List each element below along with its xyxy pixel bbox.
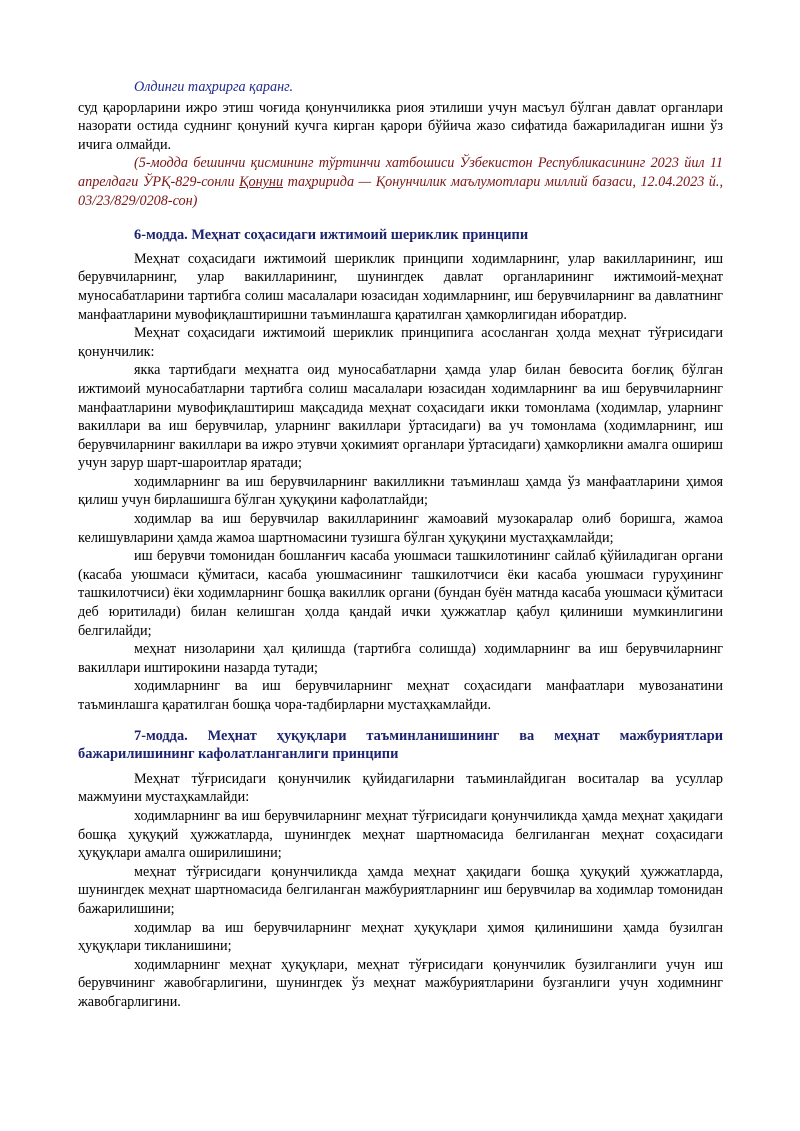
article-7-paragraph: Меҳнат тўғрисидаги қонунчилик қуйидагиларни таъминлайдиган воситалар ва усуллар мажмуини мустаҳкамлайди: [78,770,723,806]
article-6-list-item: якка тартибдаги меҳнатга оид муносабатларни ҳамда улар билан бевосита боғлиқ бўлган ижтимоий муносабатларни тартибга солиш масалалари юзасидан ходимларнинг ва иш берувчиларнинг манфаатларини мувофиқлаштириш мақсадида меҳнат соҳасидаги икки томонлама (ходимлар, уларнинг вакиллари ва иш берувчилар, уларнинг вакиллари ўртасидаги) ва уч томонлама (ходимларнинг, иш берувчиларнинг вакиллари ва ижро этувчи ҳокимият органлари ўртасидаги) ҳамкорликни амалга ошириш учун зарур шарт-шароитлар яратади; [78,362,723,472]
article-7-heading: 7-модда. Меҳнат ҳуқуқлари таъминланишининг ва меҳнат мажбуриятлари бажарилишининг кафолатланганлиги принципи [78,727,723,763]
article-6-list-item: ходимларнинг ва иш берувчиларнинг вакилликни таъминлаш ҳамда ўз манфаатларини ҳимоя қилиш учун бирлашишга бўлган ҳуқуқини кафолатлайди; [78,473,723,509]
edition-note [78,154,723,210]
law-link[interactable]: Қонуни [239,173,284,190]
article-7-list-item: ходимларнинг меҳнат ҳуқуқлари, меҳнат тўғрисидаги қонунчилик бузилганлиги учун иш берувчининг жавобгарлигини, шунингдек ўз меҳнат мажбуриятларини бузганлиги учун ходимнинг жавобгарлигини. [78,956,723,1010]
article-7-list-item: ходимлар ва иш берувчиларнинг меҳнат ҳуқуқлари ҳимоя қилинишини ҳамда бузилган ҳуқуқлари тикланишини; [78,919,723,955]
article-6-list-item: иш берувчи томонидан бошланғич касаба уюшмаси ташкилотининг сайлаб қўйиладиган органи (касаба уюшмаси қўмитаси, касаба уюшмасининг ташкилотчиси ёки касаба уюшмаси гуруҳининг ташкилотчиси) ёки ходимларнинг бошқа вакиллик органи (бундан буён матнда касаба уюшмаси қўмитаси деб юритилади) билан келишган ҳолда қандай ички ҳужжатлар қабул қилиниши мумкинлигини белгилайди; [78,548,723,639]
article-7-list-item: меҳнат тўғрисидаги қонунчиликда ҳамда меҳнат ҳақидаги бошқа ҳуқуқий ҳужжатларда, шунингдек меҳнат шартномасида белгиланган мажбуриятларнинг иш берувчилар ва ходимлар томонидан бажарилишини; [78,863,723,917]
article-6-heading: 6-модда. Меҳнат соҳасидаги ижтимоий шериклик принципи [134,227,529,244]
edition-note-text-after: таҳририда — Қонунчилик маълумотлари миллий базаси, 12.04.2023 й., 03/23/829/0208-сон) [78,173,723,209]
paragraph-continuation: суд қарорларини ижро этиш чоғида қонунчиликка риоя этилиши учун масъул бўлган давлат органлари назорати остида суднинг қонуний кучга кирган қарори бўйича жазо сифатида бажариладиган ишни ўз ичига олмайди. [78,99,723,153]
article-6-list-item: меҳнат низоларини ҳал қилишда (тартибга солишда) ходимларнинг ва иш берувчиларнинг вакиллари иштирокини назарда тутади; [78,641,723,676]
article-6-list-item: ходимлар ва иш берувчилар вакилларининг жамоавий музокаралар олиб боришга, жамоа келишувларини ҳамда жамоа шартномасини тузишга бўлган ҳуқуқини мустаҳкамлайди; [78,511,723,546]
article-6-paragraph: Меҳнат соҳасидаги ижтимоий шериклик принципига асосланган ҳолда меҳнат тўғрисидаги қонунчилик: [78,325,723,360]
article-6-paragraph: Меҳнат соҳасидаги ижтимоий шериклик принципи ходимларнинг, улар вакилларининг, иш берувчиларнинг, улар вакилларининг, шунингдек давлат органларининг ижтимоий-меҳнат муносабатларини тартибга солиш масалалари юзасидан ходимларнинг, иш берувчиларнинг ва давлатнинг манфаатларини мувофиқлаштиришни таъминлашга қаратилган ҳамкорлигидан иборатдир. [78,250,723,323]
document-page [78,78,723,1012]
previous-edition-link[interactable]: Олдинги таҳрирга қаранг. [134,79,294,95]
edition-note-text-before: (5-модда бешинчи қисмининг тўртинчи хатбошиси Ўзбекистон Республикасининг 2023 йил 11 апрелдаги ЎРҚ-829-сонли [78,155,723,190]
article-6-list-item: ходимларнинг ва иш берувчиларнинг меҳнат соҳасидаги манфаатлари мувозанатини таъминлашга қаратилган бошқа чора-тадбирларни мустаҳкамлайди. [78,678,723,713]
article-7-list-item: ходимларнинг ва иш берувчиларнинг меҳнат тўғрисидаги қонунчиликда ҳамда меҳнат ҳақидаги бошқа ҳуқуқий ҳужжатларда, шунингдек меҳнат шартномасида белгиланган меҳнат соҳасидаги ҳуқуқлари амалга оширилишини; [78,807,723,862]
